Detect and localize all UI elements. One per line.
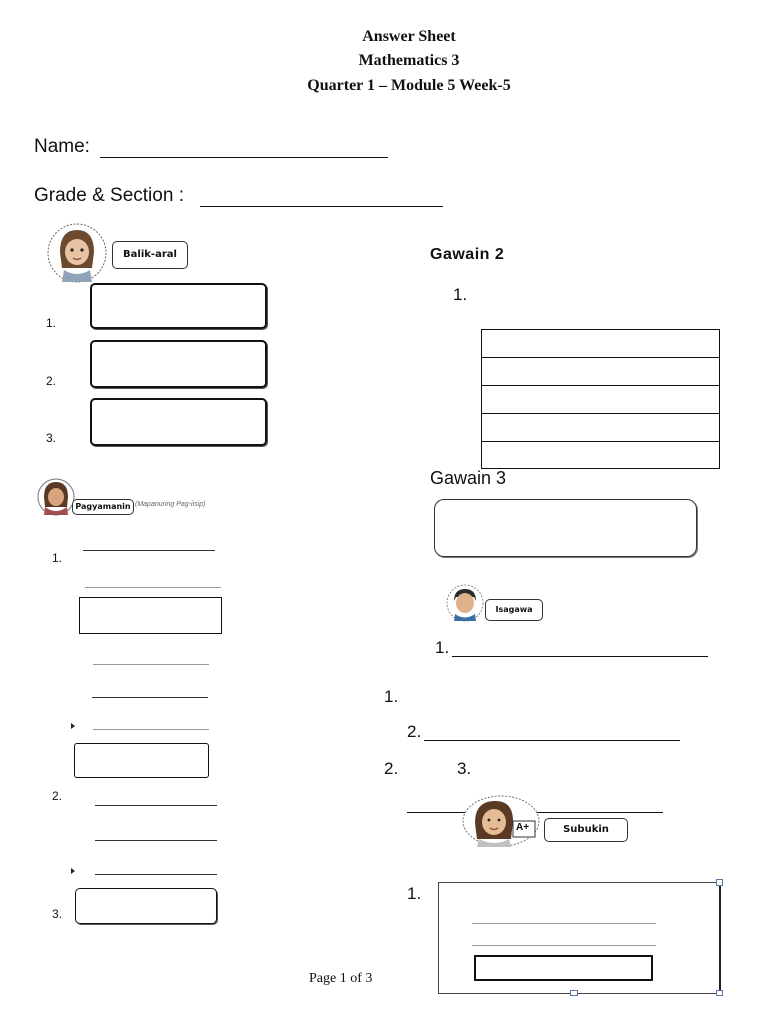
subukin-line-a[interactable] (472, 923, 656, 924)
pagyamanin-1-line-c[interactable] (93, 664, 209, 665)
pagyamanin-3-answer-box[interactable] (75, 888, 217, 924)
isagawa-number-1b: 1. (384, 687, 399, 706)
girl-pagyamanin-avatar-icon (36, 477, 76, 517)
subject-title: Mathematics 3 (358, 52, 460, 69)
grade-section-input-line[interactable] (200, 192, 443, 207)
resize-handle-icon[interactable] (570, 990, 578, 996)
name-input-line[interactable] (100, 142, 388, 158)
subukin-line-b[interactable] (472, 945, 656, 946)
isagawa-1-answer-line[interactable] (452, 642, 708, 657)
balik-aral-answer-box-3[interactable] (90, 398, 267, 446)
gawain-2-table-row[interactable] (482, 358, 719, 386)
pagyamanin-1-line-a[interactable] (83, 550, 215, 551)
balik-aral-number-1: 1. (46, 316, 57, 330)
pagyamanin-1-answer-box-b[interactable] (74, 743, 209, 778)
pagyamanin-1-answer-box[interactable] (79, 597, 222, 634)
isagawa-2-answer-line[interactable] (424, 726, 680, 741)
pagyamanin-label: Pagyamanin (72, 499, 134, 515)
gawain-2-table-row[interactable] (482, 442, 719, 470)
isagawa-number-2: 2. (407, 722, 422, 741)
pagyamanin-2-line-c[interactable] (95, 874, 217, 875)
boy-isagawa-avatar-icon (444, 583, 486, 623)
pagyamanin-1-line-d[interactable] (92, 697, 208, 698)
bullet-arrow-icon (71, 868, 75, 874)
pagyamanin-2-line-a[interactable] (95, 805, 217, 806)
name-label: Name: (34, 136, 90, 157)
subukin-badge: A+ (516, 822, 530, 833)
subukin-number-1: 1. (407, 884, 422, 903)
gawain-2-title: Gawain 2 (430, 246, 505, 263)
pagyamanin-1-line-b[interactable] (85, 587, 221, 588)
girl-subukin-avatar-icon (461, 795, 541, 847)
grade-section-label: Grade & Section : (34, 185, 184, 206)
isagawa-number-1: 1. (435, 638, 450, 657)
balik-aral-number-3: 3. (46, 431, 57, 445)
subukin-answer-box[interactable] (474, 955, 653, 981)
sheet-title: Answer Sheet (362, 28, 456, 45)
pagyamanin-number-1: 1. (52, 551, 63, 565)
balik-aral-number-2: 2. (46, 374, 57, 388)
isagawa-number-2b: 2. (384, 759, 399, 778)
gawain-3-answer-box[interactable] (434, 499, 697, 557)
gawain-2-number-1: 1. (453, 285, 468, 304)
balik-aral-answer-box-2[interactable] (90, 340, 267, 388)
girl-avatar-icon (46, 218, 108, 288)
page-indicator: Page 1 of 3 (309, 971, 373, 986)
gawain-2-table-row[interactable] (482, 330, 719, 358)
isagawa-number-3: 3. (457, 759, 472, 778)
subukin-label: Subukin (544, 818, 628, 842)
resize-handle-icon[interactable] (716, 879, 723, 886)
bullet-arrow-icon (71, 723, 75, 729)
gawain-2-table-row[interactable] (482, 386, 719, 414)
pagyamanin-1-line-e[interactable] (93, 729, 209, 730)
balik-aral-label: Balik-aral (112, 241, 188, 269)
isagawa-label: Isagawa (485, 599, 543, 621)
gawain-2-table-row[interactable] (482, 414, 719, 442)
module-title: Quarter 1 – Module 5 Week-5 (307, 77, 511, 94)
resize-handle-icon[interactable] (716, 990, 723, 996)
gawain-3-title: Gawain 3 (430, 468, 507, 488)
pagyamanin-sublabel: (Mapanuring Pag-iisip) (135, 501, 206, 508)
balik-aral-answer-box-1[interactable] (90, 283, 267, 329)
pagyamanin-2-line-b[interactable] (95, 840, 217, 841)
pagyamanin-number-2: 2. (52, 789, 63, 803)
gawain-2-table (481, 329, 720, 469)
pagyamanin-number-3: 3. (52, 907, 63, 921)
